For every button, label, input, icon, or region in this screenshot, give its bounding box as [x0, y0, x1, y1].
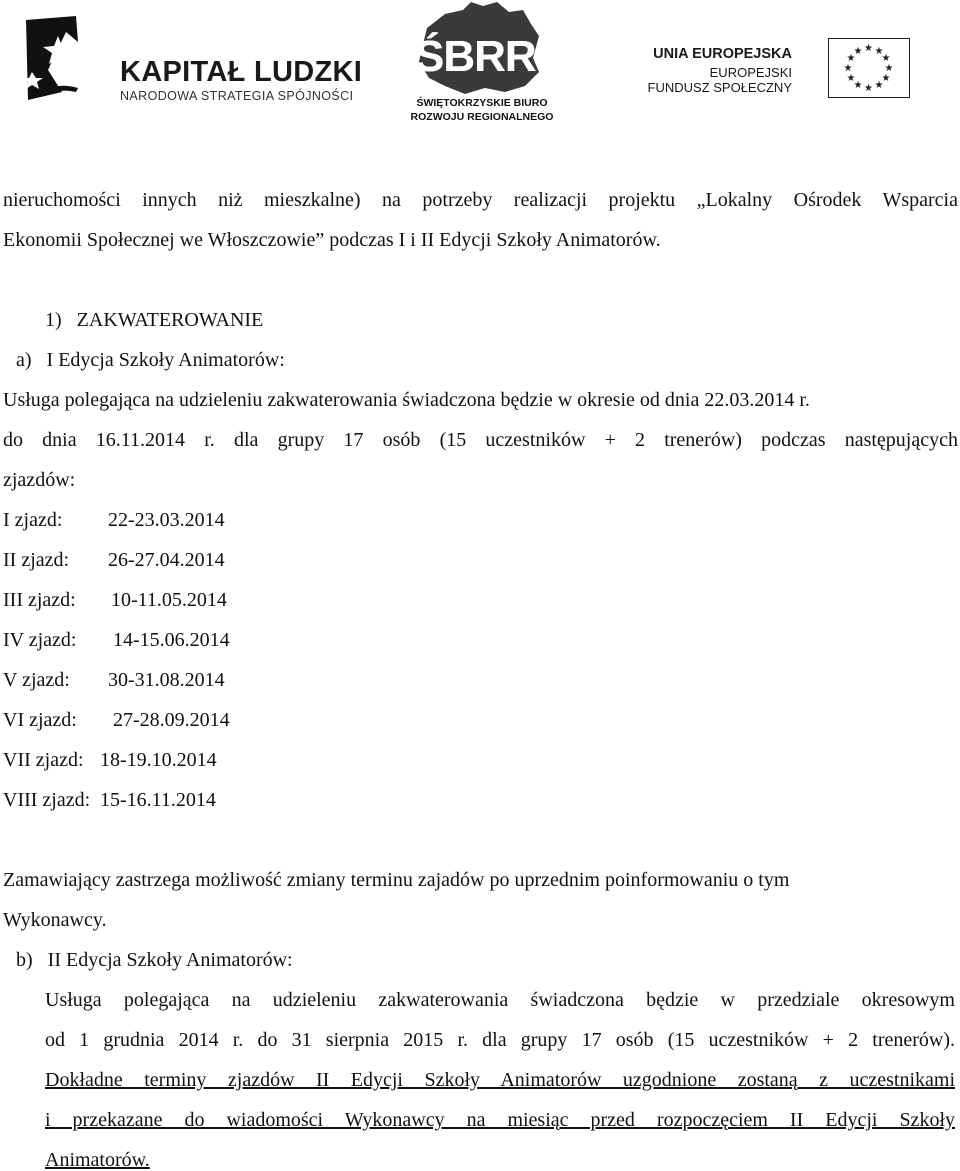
subsection-b-line-2: od 1 grudnia 2014 r. do 31 sierpnia 2015 r. dla grupy 17 osób (15 uczestników + 2 trenerów).: [45, 1029, 955, 1051]
intro-line-2: Ekonomii Społecznej we Włoszczowie” podczas I i II Edycji Szkoły Animatorów.: [3, 229, 661, 251]
subsection-a-line-3: zjazdów:: [3, 469, 76, 491]
svg-text:★: ★: [843, 63, 853, 74]
zjazd-date: 14-15.06.2014: [113, 629, 230, 651]
subsection-b-line-3: Dokładne terminy zjazdów II Edycji Szkoły Animatorów uzgodnione zostaną z uczestnikami: [45, 1069, 955, 1091]
zjazd-label: IV zjazd:: [3, 629, 77, 651]
svg-text:★: ★: [881, 53, 891, 64]
section-heading-accommodation: 1) ZAKWATEROWANIE: [45, 309, 264, 331]
zjazd-row: [3, 780, 216, 820]
svg-text:★: ★: [864, 83, 873, 94]
subsection-b-line-5: Animatorów.: [45, 1149, 150, 1171]
reservation-line-1: Zamawiający zastrzega możliwość zmiany terminu zajadów po uprzednim poinformowaniu o tym: [3, 869, 790, 891]
subsection-a-heading: a) I Edycja Szkoły Animatorów:: [16, 349, 285, 371]
zjazd-label: VI zjazd:: [3, 709, 77, 731]
reservation-line-2: Wykonawcy.: [3, 909, 107, 931]
zjazd-row: [3, 700, 230, 740]
kapital-ludzki-title: KAPITAŁ LUDZKI: [120, 56, 363, 88]
svg-text:★: ★: [853, 46, 863, 57]
subsection-b-line-4: i przekazane do wiadomości Wykonawcy na miesiąc przed rozpoczęciem II Edycji Szkoły: [45, 1109, 955, 1131]
zjazd-row: [3, 620, 230, 660]
svg-text:★: ★: [874, 46, 884, 57]
eu-line1: UNIA EUROPEJSKA: [653, 46, 792, 62]
zjazd-label: I zjazd:: [3, 509, 63, 531]
zjazd-label: II zjazd:: [3, 549, 70, 571]
subsection-a-line-1: Usługa polegająca na udzieleniu zakwaterowania świadczona będzie w okresie od dnia 22.03.2014 r.: [3, 389, 810, 411]
zjazd-row: [3, 500, 225, 540]
zjazd-label: III zjazd:: [3, 589, 76, 611]
kapital-ludzki-subtitle: NARODOWA STRATEGIA SPÓJNOŚCI: [120, 89, 354, 103]
subsection-a-line-2: do dnia 16.11.2014 r. dla grupy 17 osób (15 uczestników + 2 trenerów) podczas następujących: [3, 429, 958, 451]
zjazd-row: [3, 660, 225, 700]
intro-line-1: nieruchomości innych niż mieszkalne) na potrzeby realizacji projektu „Lokalny Ośrodek Wsparcia: [3, 189, 958, 211]
sbrr-subtitle-line2: ROZWOJU REGIONALNEGO: [410, 111, 554, 123]
zjazd-date: 27-28.09.2014: [113, 709, 230, 731]
zjazd-date: 26-27.04.2014: [108, 549, 225, 571]
svg-text:★: ★: [884, 63, 894, 74]
svg-text:★: ★: [881, 73, 891, 84]
subsection-b-heading: b) II Edycja Szkoły Animatorów:: [16, 949, 293, 971]
eu-line3: FUNDUSZ SPOŁECZNY: [647, 80, 792, 95]
zjazd-date: 15-16.11.2014: [100, 789, 216, 811]
zjazd-label: VIII zjazd:: [3, 789, 91, 811]
eu-logo: [647, 34, 910, 104]
svg-text:★: ★: [864, 43, 873, 54]
zjazd-date: 22-23.03.2014: [108, 509, 225, 531]
zjazd-label: V zjazd:: [3, 669, 70, 691]
subsection-b-line-1: Usługa polegająca na udzieleniu zakwaterowania świadczona będzie w przedziale okresowym: [45, 989, 955, 1011]
sbrr-subtitle-line1: ŚWIĘTOKRZYSKIE BIURO: [416, 97, 548, 109]
svg-text:★: ★: [846, 53, 856, 64]
zjazd-row: [3, 580, 227, 620]
page-header: [0, 0, 960, 135]
svg-text:★: ★: [846, 73, 856, 84]
sbrr-title: ŚBRR: [415, 32, 536, 81]
zjazd-date: 30-31.08.2014: [108, 669, 225, 691]
svg-text:★: ★: [874, 80, 884, 91]
zjazd-row: [3, 540, 225, 580]
kapital-ludzki-logo: [18, 12, 363, 112]
sbrr-logo: [405, 0, 555, 128]
kapital-ludzki-emblem-icon: [18, 12, 98, 104]
zjazd-row: [3, 740, 217, 780]
eu-flag-icon: [828, 38, 910, 98]
zjazd-date: 10-11.05.2014: [111, 589, 227, 611]
zjazd-label: VII zjazd:: [3, 749, 84, 771]
svg-text:★: ★: [853, 80, 863, 91]
eu-line2: EUROPEJSKI: [709, 65, 792, 80]
zjazd-date: 18-19.10.2014: [100, 749, 217, 771]
